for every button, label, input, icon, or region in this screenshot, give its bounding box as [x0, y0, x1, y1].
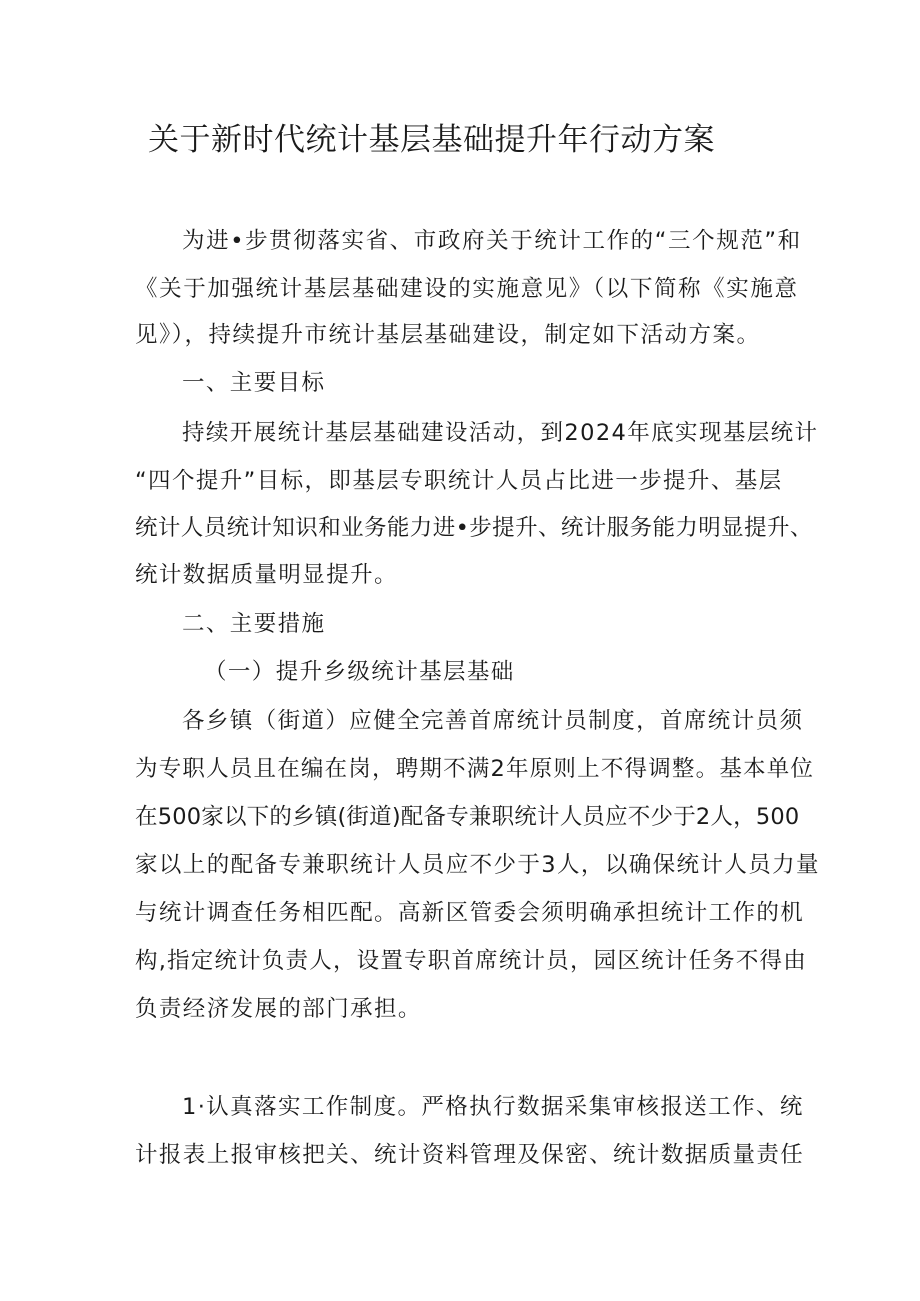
paragraph-township-line-6: 构,指定统计负责人，设置专职首席统计员，园区统计任务不得由: [135, 948, 807, 974]
paragraph-township-line-5: 与统计调查任务相匹配。高新区管委会须明确承担统计工作的机: [135, 900, 805, 926]
paragraph-township-line-7: 负责经济发展的部门承担。: [135, 996, 422, 1022]
paragraph-intro-line-2: 《关于加强统计基层基础建设的实施意见》（以下简称《实施意: [135, 276, 799, 302]
paragraph-goals-line-3: 统计人员统计知识和业务能力进•步提升、统计服务能力明显提升、: [135, 515, 813, 541]
section-heading-main-measures: 二、主要措施: [182, 611, 326, 637]
paragraph-township-line-2: 为专职人员且在编在岗，聘期不满2年原则上不得调整。基本单位: [135, 756, 815, 782]
subsection-heading-township: （一）提升乡级统计基层基础: [204, 659, 515, 685]
paragraph-goals-line-4: 统计数据质量明显提升。: [135, 562, 398, 588]
paragraph-item-1-line-2: 计报表上报审核把关、统计资料管理及保密、统计数据质量责任: [135, 1142, 805, 1168]
paragraph-intro-line-3: 见》），持续提升市统计基层基础建设，制定如下活动方案。: [135, 322, 761, 348]
paragraph-item-1-line-1: 1·认真落实工作制度。严格执行数据采集审核报送工作、统: [182, 1094, 804, 1120]
document-title: 关于新时代统计基层基础提升年行动方案: [148, 122, 715, 158]
paragraph-township-line-4: 家以上的配备专兼职统计人员应不少于3人，以确保统计人员力量: [135, 852, 820, 878]
section-heading-main-goals: 一、主要目标: [182, 370, 326, 396]
paragraph-township-line-1: 各乡镇（街道）应健全完善首席统计员制度，首席统计员须: [182, 708, 804, 734]
paragraph-township-line-3: 在500家以下的乡镇(街道)配备专兼职统计人员应不少于2人，500: [135, 804, 800, 830]
paragraph-goals-line-2: “四个提升”目标，即基层专职统计人员占比进一步提升、基层: [135, 468, 783, 494]
paragraph-intro-line-1: 为进•步贯彻落实省、市政府关于统计工作的“三个规范”和: [182, 228, 802, 254]
paragraph-goals-line-1: 持续开展统计基层基础建设活动，到2024年底实现基层统计: [182, 420, 819, 446]
